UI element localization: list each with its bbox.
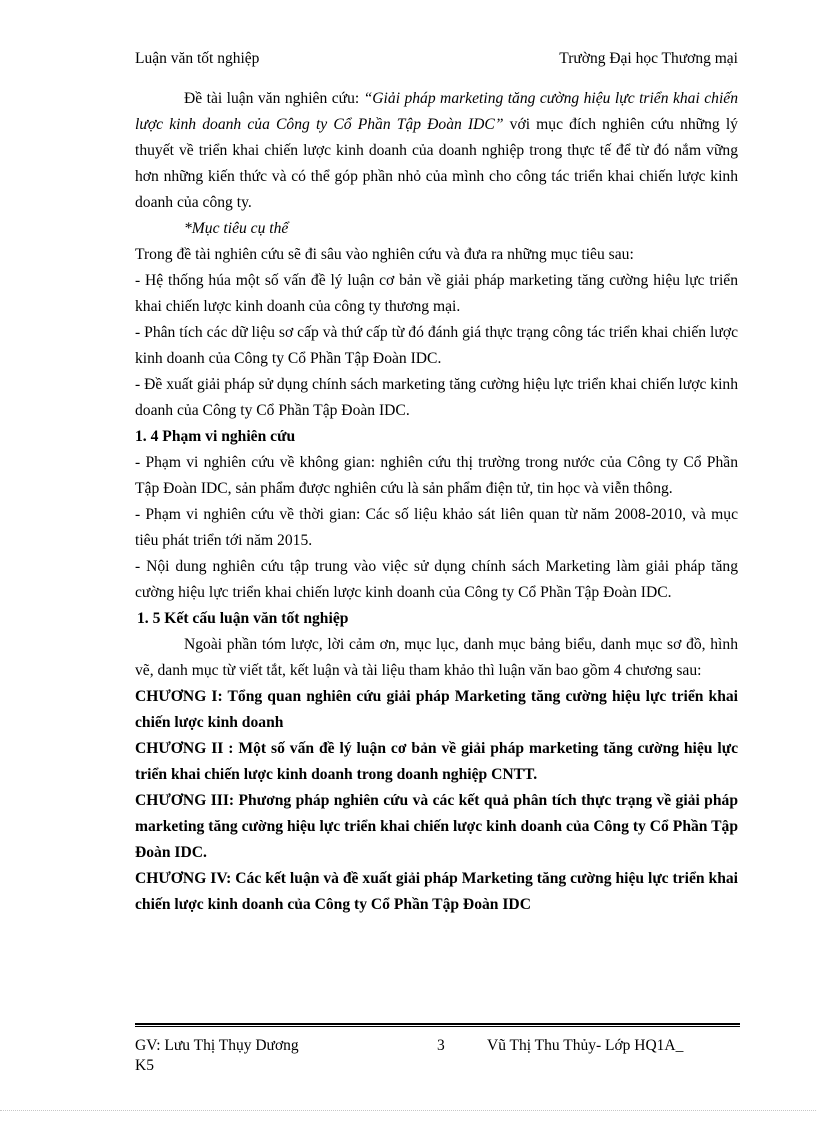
objectives-heading: *Mục tiêu cụ thể xyxy=(184,220,289,237)
intro-rest: với mục đích nghiên cứu những lý thuyết về triển khai chiến lược kinh doanh của doanh nghiệp trong thực tế để từ đó nắm vững hơn những kiến thức và có thể góp phần nhỏ của mình cho công tác triển khai chiến lược kinh doanh của công ty. xyxy=(135,116,738,211)
page-number: 3 xyxy=(437,1037,445,1054)
chapter-item: CHƯƠNG IV: Các kết luận và đề xuất giải pháp Marketing tăng cường hiệu lực triển khai chiến lược kinh doanh của Công ty Cổ Phần Tập Đoàn IDC xyxy=(135,870,738,913)
chapter-item: CHƯƠNG II : Một số vấn đề lý luận cơ bản về giải pháp marketing tăng cường hiệu lực triển khai chiến lược kinh doanh trong doanh nghiệp CNTT. xyxy=(135,740,738,783)
header-left: Luận văn tốt nghiệp xyxy=(135,50,260,67)
header-right: Trường Đại học Thương mại xyxy=(559,50,738,67)
structure-intro: Ngoài phần tóm lược, lời cảm ơn, mục lục, danh mục bảng biểu, danh mục sơ đồ, hình vẽ, danh mục từ viết tắt, kết luận và tài liệu tham khảo thì luận văn bao gồm 4 chương sau: xyxy=(135,636,738,679)
intro-lead: Đề tài luận văn nghiên cứu: xyxy=(184,90,364,107)
chapter-item: CHƯƠNG III: Phương pháp nghiên cứu và các kết quả phân tích thực trạng về giải pháp marketing tăng cường hiệu lực triển khai chiến lược kinh doanh của Công ty Cổ Phần Tập Đoàn IDC. xyxy=(135,792,738,861)
objective-item: - Đề xuất giải pháp sử dụng chính sách marketing tăng cường hiệu lực triển khai chiến lược kinh doanh của Công ty Cổ Phần Tập Đoàn IDC. xyxy=(135,376,738,419)
footer-instructor: GV: Lưu Thị Thụy Dương xyxy=(135,1037,299,1054)
footer-double-rule xyxy=(135,1023,740,1027)
objectives-intro: Trong đề tài nghiên cứu sẽ đi sâu vào nghiên cứu và đưa ra những mục tiêu sau: xyxy=(135,246,634,263)
objective-item: - Hệ thống húa một số vấn đề lý luận cơ bản về giải pháp marketing tăng cường hiệu lực triển khai chiến lược kinh doanh của công ty thương mại. xyxy=(135,272,738,315)
page-header xyxy=(135,50,738,72)
chapter-item: CHƯƠNG I: Tổng quan nghiên cứu giải pháp Marketing tăng cường hiệu lực triển khai chiến lược kinh doanh xyxy=(135,688,738,731)
intro-paragraph xyxy=(135,86,738,216)
footer-class-suffix: K5 xyxy=(135,1057,154,1074)
objective-item: - Phân tích các dữ liệu sơ cấp và thứ cấp từ đó đánh giá thực trạng công tác triển khai chiến lược kinh doanh của Công ty Cổ Phần Tập Đoàn IDC. xyxy=(135,324,738,367)
structure-heading: 1. 5 Kết cấu luận văn tốt nghiệp xyxy=(137,610,349,627)
scope-item: - Nội dung nghiên cứu tập trung vào việc sử dụng chính sách Marketing làm giải pháp tăng cường hiệu lực triển khai chiến lược kinh doanh của Công ty Cổ Phần Tập Đoàn IDC. xyxy=(135,558,738,601)
scope-item: - Phạm vi nghiên cứu về thời gian: Các số liệu khảo sát liên quan từ năm 2008-2010, và mục tiêu phát triển tới năm 2015. xyxy=(135,506,738,549)
scope-item: - Phạm vi nghiên cứu về không gian: nghiên cứu thị trường trong nước của Công ty Cổ Phần Tập Đoàn IDC, sản phẩm được nghiên cứu là sản phẩm điện tử, tin học và viễn thông. xyxy=(135,454,738,497)
scope-heading: 1. 4 Phạm vi nghiên cứu xyxy=(135,428,296,445)
intro-title: “Giải pháp marketing tăng cường hiệu lực triển khai chiến lược kinh doanh của Công ty Cổ Phần Tập Đoàn IDC” xyxy=(135,90,738,133)
page-body xyxy=(135,86,738,918)
footer-student: Vũ Thị Thu Thủy- Lớp HQ1A_ xyxy=(487,1037,684,1054)
page-bottom-dotted-line xyxy=(0,1110,816,1111)
